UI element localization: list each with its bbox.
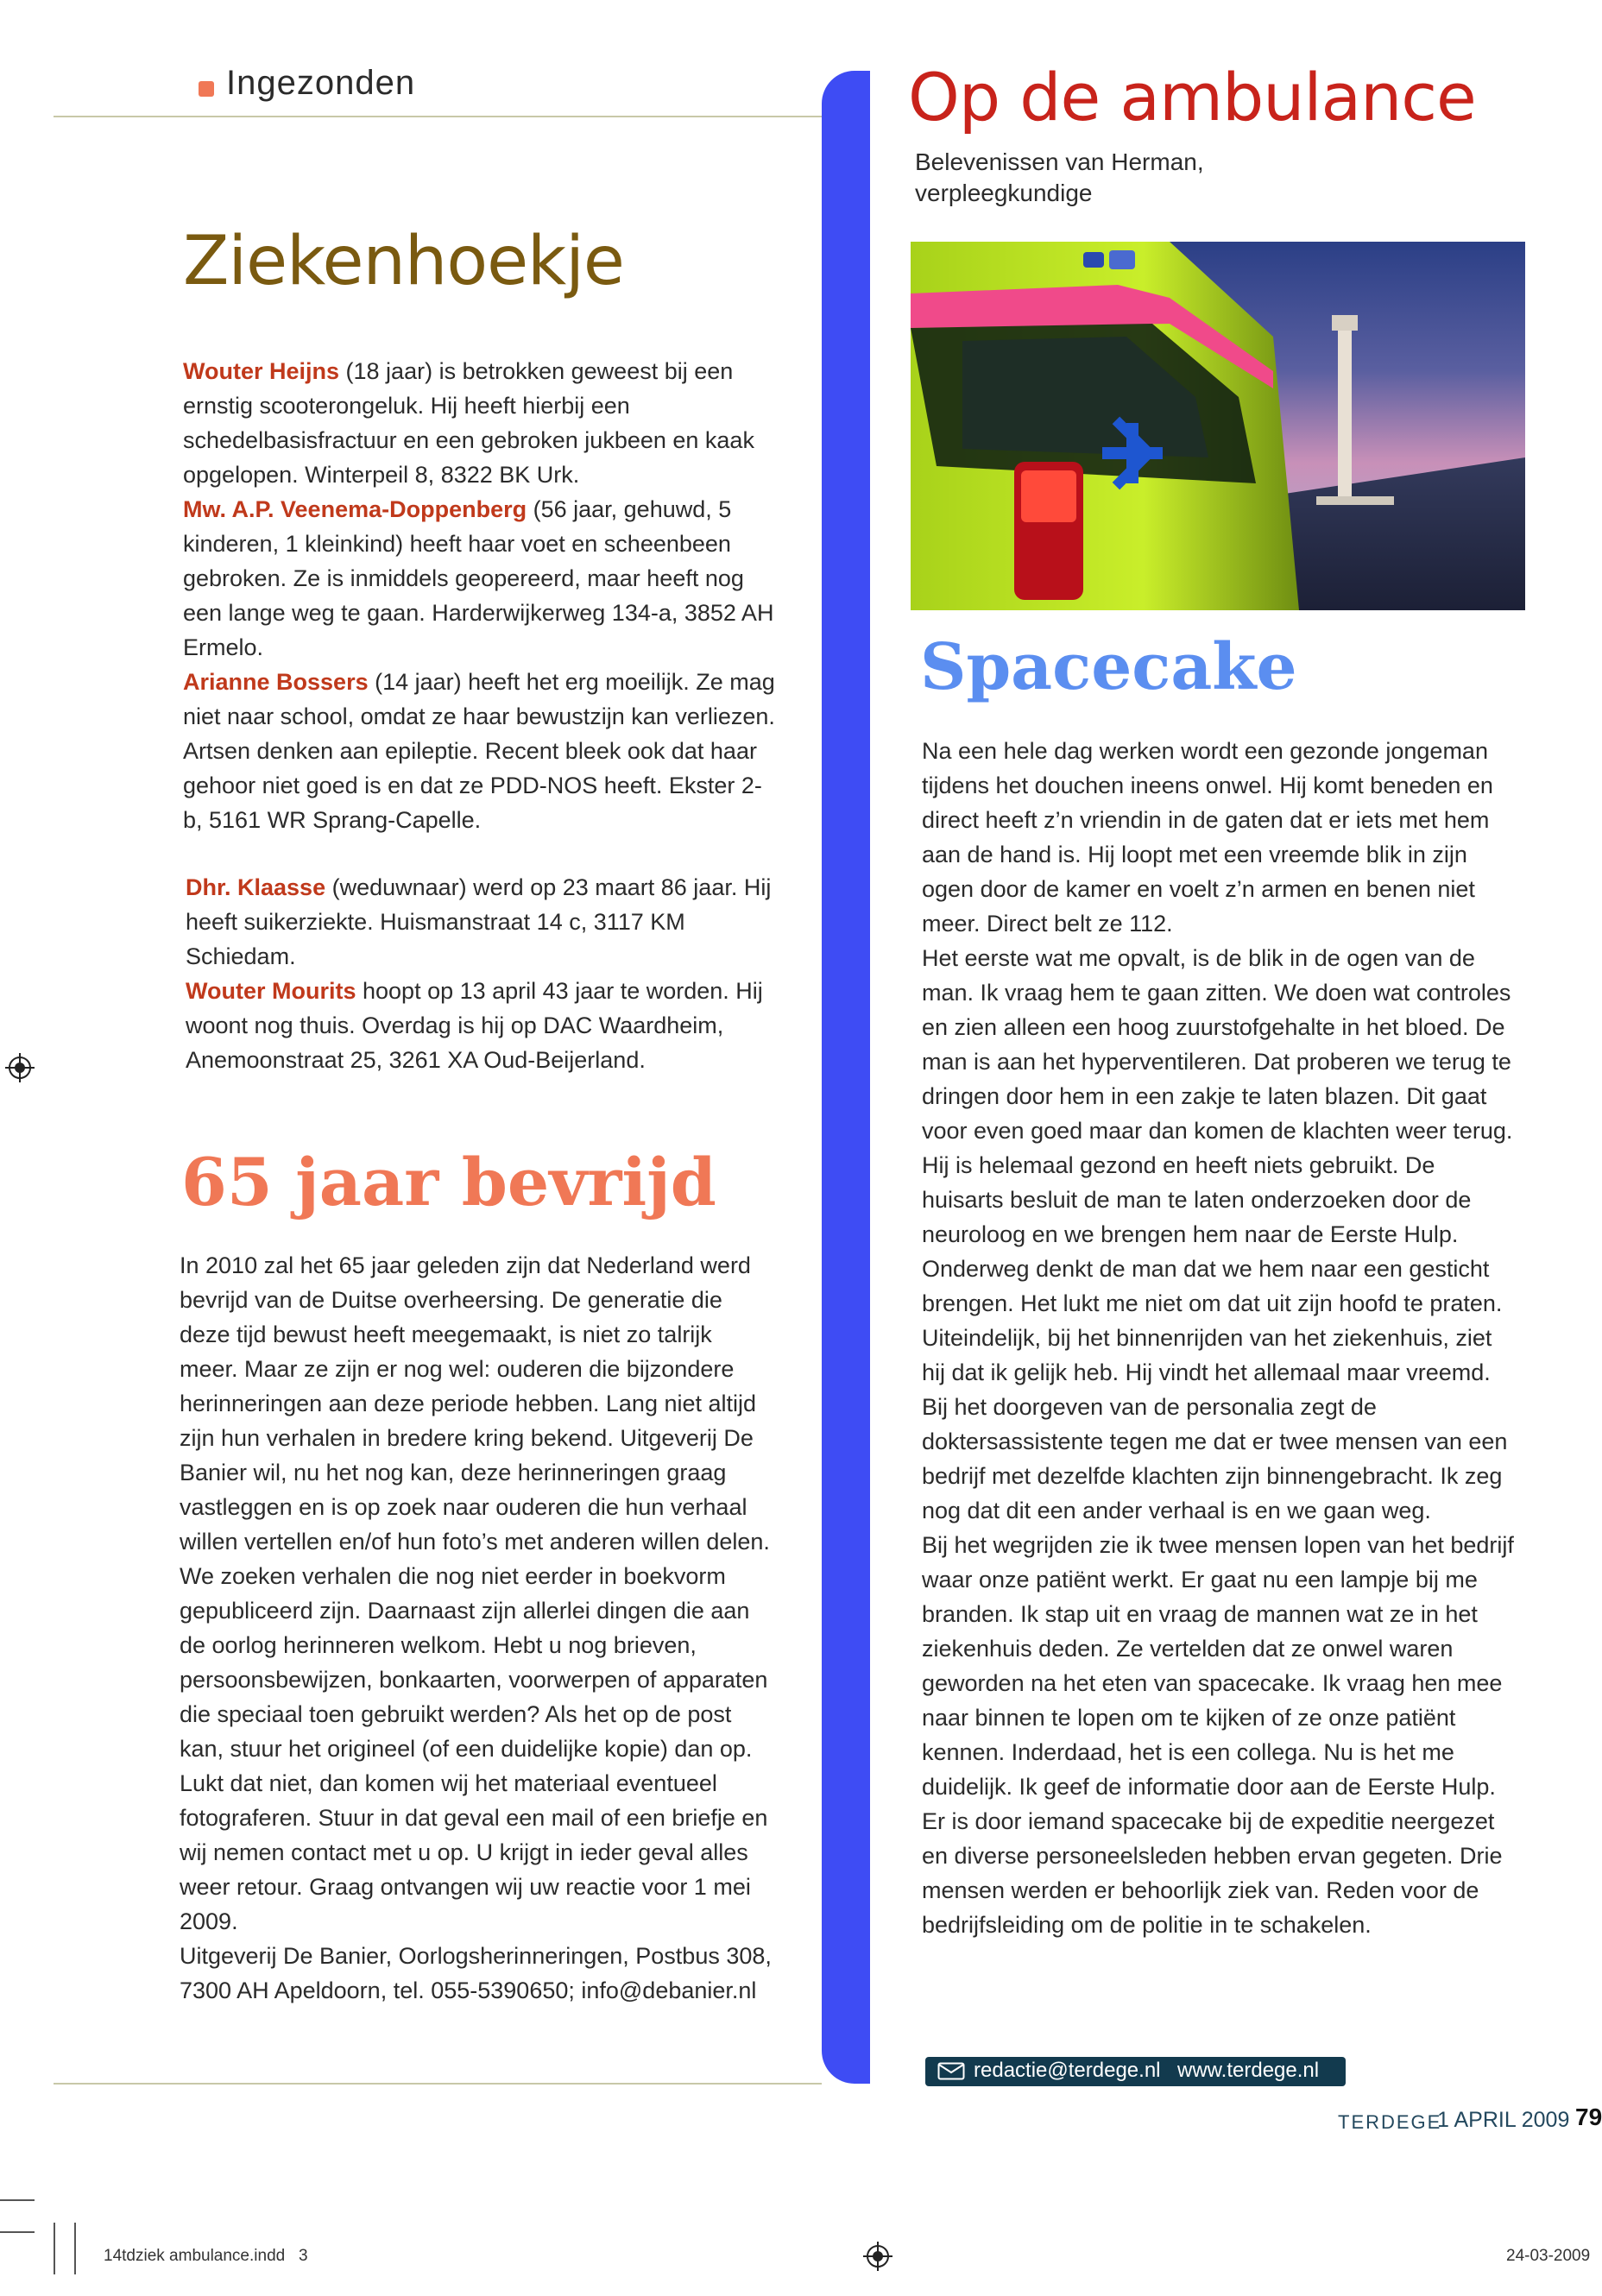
- bevrijd-body: [180, 1248, 775, 2008]
- crop-mark: [74, 2223, 76, 2274]
- section-label: Ingezonden: [226, 64, 416, 102]
- envelope-icon: [937, 2062, 965, 2080]
- spacecake-body: [922, 734, 1517, 1942]
- section-marker-icon: [199, 81, 214, 97]
- crop-mark: [0, 2231, 35, 2233]
- spacecake-title: Spacecake: [920, 630, 1297, 704]
- issue-date: 1 APRIL 2009: [1437, 2108, 1570, 2132]
- entry-name: Arianne Bossers: [183, 669, 369, 695]
- entry-text: (56 jaar, gehuwd, 5 kinderen, 1 kleinkind) heeft haar voet en scheenbeen gebroken. Ze is inmiddels geopereerd, maar heeft nog een lange weg te gaan. Harderwijkerweg 134-a, 3852 AH Ermelo.: [183, 496, 774, 660]
- entry-2: [183, 492, 779, 665]
- contact-bar: [925, 2057, 1346, 2086]
- entry-5: [186, 974, 781, 1077]
- bevrijd-title: 65 jaar bevrijd: [181, 1144, 716, 1221]
- ambulance-photo: [911, 242, 1525, 610]
- bevrijd-address: Uitgeverij De Banier, Oorlogsherinneringen, Postbus 308, 7300 AH Apeldoorn, tel. 055-5390650; info@debanier.nl: [180, 1943, 772, 2003]
- blue-column-bar: [822, 71, 870, 2084]
- ambulance-title: Op de ambulance: [908, 59, 1476, 136]
- spacecake-paragraph: Bij het wegrijden zie ik twee mensen lopen van het bedrijf waar onze patiënt werkt. Er gaat nu een lampje bij me branden. Ik stap uit en vraag de mannen wat ze in het ziekenhuis deden. Ze vertelden dat ze onwel waren geworden na het eten van spacecake. Ik vraag hen mee naar binnen te lopen om te kijken of ze onze patiënt kennen. Inderdaad, het is een collega. Nu is het me duidelijk. Ik geef de informatie door aan de Eerste Hulp. Er is door iemand spacecake bij de expeditie neergezet en diverse personeelsleden hebben ervan gegeten. Drie mensen werden er behoorlijk ziek van. Reden voor de bedrijfsleiding om de politie in te schakelen.: [922, 1532, 1514, 1938]
- entry-text: (weduwnaar) werd op 23 maart 86 jaar. Hij heeft suikerziekte. Huismanstraat 14 c, 3117 KM Schiedam.: [186, 874, 772, 969]
- publication-name: TERDEGE: [1338, 2111, 1442, 2133]
- entry-name: Wouter Mourits: [186, 978, 356, 1004]
- entry-text: (14 jaar) heeft het erg moeilijk. Ze mag niet naar school, omdat ze haar bewustzijn kan verliezen. Artsen denken aan epileptie. Recent bleek ook dat haar gehoor niet goed is en dat ze PDD-NOS heeft. Ekster 2-b, 5161 WR Sprang-Capelle.: [183, 669, 775, 833]
- bottom-rule: [54, 2083, 822, 2085]
- slug-date: 24-03-2009: [1506, 2247, 1591, 2265]
- entry-name: Dhr. Klaasse: [186, 874, 326, 900]
- bevrijd-text: In 2010 zal het 65 jaar geleden zijn dat Nederland werd bevrijd van de Duitse overheersing. De generatie die deze tijd bewust heeft meegemaakt, is niet zo talrijk meer. Maar ze zijn er nog wel: ouderen die bijzondere herinneringen aan deze periode hebben. Lang niet altijd zijn hun verhalen in bredere kring bekend. Uitgeverij De Banier wil, nu het nog kan, deze herinneringen graag vastleggen en is op zoek naar ouderen die hun verhaal willen vertellen en/of hun foto’s met anderen willen delen. We zoeken verhalen die nog niet eerder in boekvorm gepubliceerd zijn. Daarnaast zijn allerlei dingen die aan de oorlog herinneren welkom. Hebt u nog brieven, persoonsbewijzen, bonkaarten, voorwerpen of apparaten die speciaal toen gebruikt werden? Als het op de post kan, stuur het origineel (of een duidelijke kopie) dan op. Lukt dat niet, dan komen wij het materiaal eventueel fotograferen. Stuur in dat geval een mail of een briefje en wij nemen contact met u op. U krijgt in ieder geval alles weer retour. Graag ontvangen wij uw reactie voor 1 mei 2009.: [180, 1252, 770, 1934]
- entry-name: Wouter Heijns: [183, 358, 340, 384]
- registration-mark-icon: [5, 1053, 35, 1082]
- spacecake-paragraph: Na een hele dag werken wordt een gezonde jongeman tijdens het douchen ineens onwel. Hij komt beneden en direct heeft z’n vriendin in de gaten dat er iets met hem aan de hand is. Hij loopt met een vreemde blik in zijn ogen door de kamer en voelt z’n armen en benen niet meer. Direct belt ze 112.: [922, 738, 1493, 937]
- contact-website[interactable]: www.terdege.nl: [1177, 2059, 1320, 2082]
- contact-email[interactable]: redactie@terdege.nl: [974, 2059, 1161, 2082]
- top-rule: [54, 116, 822, 117]
- crop-mark: [0, 2199, 35, 2201]
- page-number: 79: [1575, 2104, 1602, 2130]
- entry-1: [183, 354, 779, 492]
- ziekenhoekje-entries: [183, 354, 779, 837]
- entry-text: (18 jaar) is betrokken geweest bij een ernstig scooterongeluk. Hij heeft hierbij een schedelbasisfractuur en een gebroken jukbeen en kaak opgelopen. Winterpeil 8, 8322 BK Urk.: [183, 358, 754, 488]
- slug-filename: 14tdziek ambulance.indd 3: [104, 2247, 308, 2265]
- ambulance-subtitle: [915, 147, 1204, 209]
- entry-4: [186, 870, 781, 974]
- ziekenhoekje-entries-2: [186, 870, 781, 1077]
- subtitle-line-2: verpleegkundige: [915, 180, 1093, 206]
- ziekenhoekje-title: Ziekenhoekje: [183, 223, 624, 300]
- registration-mark-icon: [863, 2242, 892, 2271]
- entry-3: [183, 665, 779, 837]
- spacecake-paragraph: Het eerste wat me opvalt, is de blik in de ogen van de man. Ik vraag hem te gaan zitten. We doen wat controles en zien alleen een hoog zuurstofgehalte in het bloed. De man is aan het hyperventileren. Dat proberen we terug te dringen door hem in een zakje te laten blazen. Dit gaat voor even goed maar dan komen de klachten weer terug. Hij is helemaal gezond en heeft niets gebruikt. De huisarts besluit de man te laten onderzoeken door de neuroloog en we brengen hem naar de Eerste Hulp.: [922, 945, 1513, 1247]
- entry-name: Mw. A.P. Veenema-Doppenberg: [183, 496, 527, 522]
- crop-mark: [54, 2223, 55, 2274]
- subtitle-line-1: Belevenissen van Herman,: [915, 148, 1204, 175]
- entry-text: hoopt op 13 april 43 jaar te worden. Hij woont nog thuis. Overdag is hij op DAC Waardheim, Anemoonstraat 25, 3261 XA Oud-Beijerland.: [186, 978, 763, 1073]
- spacecake-paragraph: Onderweg denkt de man dat we hem naar een gesticht brengen. Het lukt me niet om dat uit zijn hoofd te praten. Uiteindelijk, bij het binnenrijden van het ziekenhuis, ziet hij dat ik gelijk heb. Hij vindt het allemaal maar vreemd. Bij het doorgeven van de personalia zegt de doktersassistente tegen me dat er twee mensen van een bedrijf met dezelfde klachten zijn binnengebracht. Ik zeg nog dat dit een ander verhaal is en we gaan weg.: [922, 1256, 1508, 1523]
